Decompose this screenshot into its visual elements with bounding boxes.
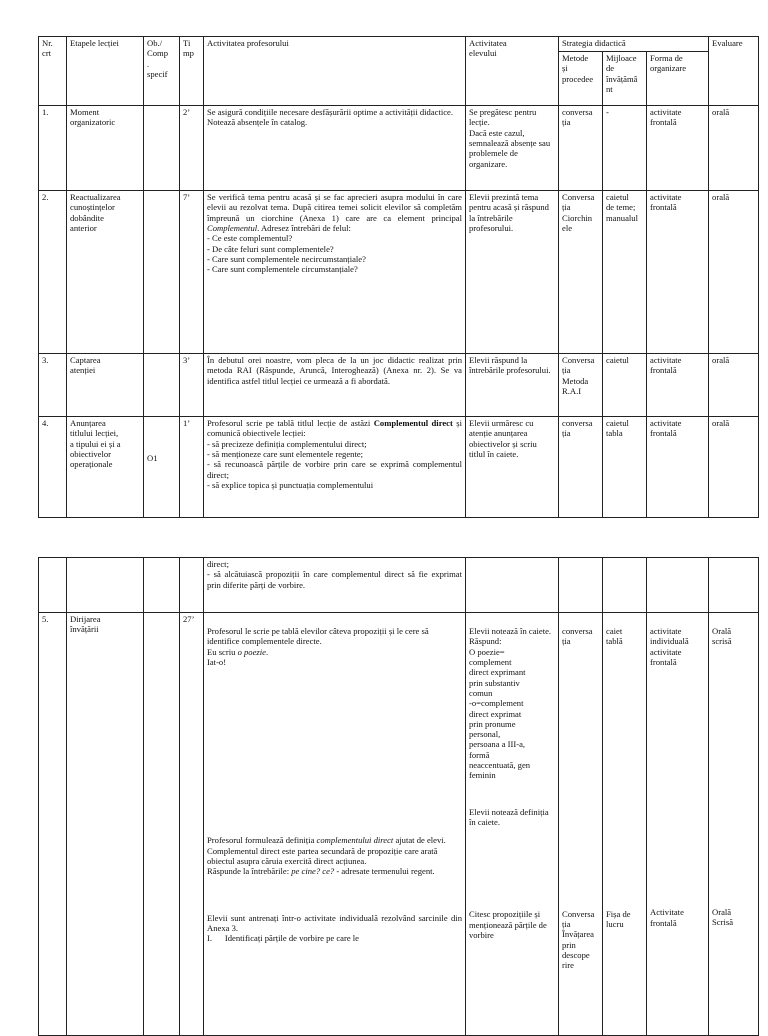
prof-cont-1: direct;: [207, 559, 229, 569]
table-row: [39, 106, 759, 191]
row-prof: În debutul orei noastre, vom pleca de la un joc didactic realizat prin metoda RAI (Răspunde, Aruncă, Interoghează) (Anexa nr. 2). Se va identifica astfel titlul lecției ce urmează a fi abordată.: [204, 354, 466, 417]
prof-b-resp-ital: pe cine? ce?: [291, 866, 335, 877]
row-forma: activitate frontală: [647, 354, 709, 417]
prof-cont-2: - să alcătuiască propoziții în care complementul direct să fie exprimat prin diferite părți de vorbire.: [207, 569, 462, 590]
row-mijloace: -: [603, 106, 647, 191]
header-nr: Nr. crt: [39, 37, 67, 106]
lesson-plan-table-page-1: [38, 36, 759, 518]
row-ob: [144, 106, 180, 191]
row-metode: Conversa ția Metoda R.A.I: [559, 354, 603, 417]
prof-b-ital: complementului direct: [316, 835, 394, 846]
prof-c: Elevii sunt antrenați într-o activitate individuală rezolvând sarcinile din Anexa 3.: [207, 912, 462, 933]
header-row: [39, 37, 759, 52]
header-prof: Activitatea profesorului: [204, 37, 466, 106]
eval-a: Orală scrisă: [712, 626, 732, 647]
prof-question: - Care sunt complementele necircumstanțiale?: [207, 253, 366, 264]
table-row: [39, 354, 759, 417]
row-metode: conversa ția: [559, 106, 603, 191]
row-timp: 3’: [180, 354, 204, 417]
prof-bold: Complementul direct: [373, 418, 453, 428]
row-eval: orală: [709, 417, 759, 518]
prof-after: . Adresez întrebări de felul:: [257, 222, 351, 233]
prof-question: - Care sunt complementele circumstanțiale?: [207, 264, 358, 275]
prof-pre: Profesorul scrie pe tablă titlul lecție de astăzi: [207, 418, 371, 428]
prof-objective: - să recunoască părțile de vorbire prin care se exprimă complementul direct;: [207, 459, 462, 480]
table-row: [39, 417, 759, 518]
prof-italic: Complementul: [207, 222, 258, 233]
prof-b-resp-pre: Răspunde la întrebările:: [207, 866, 290, 877]
row-nr: 2.: [39, 191, 67, 354]
lesson-plan-table-page-2: [38, 557, 759, 1036]
row-forma: activitate frontală: [647, 106, 709, 191]
row-mijloace: caietul: [603, 354, 647, 417]
row-mijloace: caietul de teme; manualul: [603, 191, 647, 354]
row-elev: Elevii răspund la întrebările profesorului.: [466, 354, 559, 417]
row-ob: [144, 354, 180, 417]
eval-b: Orală Scrisă: [712, 906, 734, 927]
row-elev: [466, 613, 559, 1036]
header-mijloace: Mijloace de învățămâ nt: [603, 52, 647, 106]
row-nr: 3.: [39, 354, 67, 417]
prof-a-poezie: o poezie: [237, 646, 266, 657]
row-prof: [204, 417, 466, 518]
prof-question: - De câte feluri sunt complementele?: [207, 243, 334, 254]
prof-post: și comunică obiectivele lecției:: [207, 418, 463, 439]
elev-b: Elevii notează definiția în caiete.: [469, 806, 549, 827]
prof-a-eu: Eu scriu: [207, 646, 236, 657]
metode-a: conversa ția: [562, 626, 593, 647]
row-eval: orală: [709, 106, 759, 191]
row-etapa: Reactualizarea cunoștințelor dobândite anterior: [67, 191, 144, 354]
row-eval: [709, 613, 759, 1036]
header-forma: Forma de organizare: [647, 52, 709, 106]
row-etapa: Anunțarea titlului lecției, a tipului ei și a obiectivelor operaționale: [67, 417, 144, 518]
row-timp: 1’: [180, 417, 204, 518]
prof-b-post: ajutat de elevi.: [395, 835, 446, 846]
prof-b-resp-post: - adresate termenului regent.: [336, 866, 435, 877]
row-metode: [559, 613, 603, 1036]
row-forma: activitate frontală: [647, 191, 709, 354]
row-prof: [204, 191, 466, 354]
metode-b: Conversa ția Învățarea prin descope rire: [562, 908, 595, 971]
prof-a-iat: Iat-o!: [207, 656, 227, 667]
table-row: [39, 558, 759, 613]
row-etapa: Dirijarea învățării: [67, 613, 144, 1036]
row-ob: O1: [144, 417, 180, 518]
header-timp: Ti mp: [180, 37, 204, 106]
header-elev: Activitatea elevului: [466, 37, 559, 106]
prof-intro: Se verifică tema pentru acasă și se fac aprecieri asupra modului în care elevii au rezolvat tema. După citirea temei solicit elevilor să completăm împreună un ciorchine (Anexa 1) care are ca element principal: [207, 192, 462, 223]
row-etapa: Captarea atenției: [67, 354, 144, 417]
header-ob: Ob./ Comp . specif: [144, 37, 180, 106]
row-nr: 4.: [39, 417, 67, 518]
prof-c-item: I. Identificați părțile de vorbire pe care le: [207, 933, 359, 944]
prof-objective: - să explice topica și punctuația complementului: [207, 479, 374, 490]
header-metode: Metode și procedee: [559, 52, 603, 106]
row-eval: orală: [709, 191, 759, 354]
row-mijloace: caietul tabla: [603, 417, 647, 518]
row-elev: Se pregătesc pentru lecție. Dacă este cazul, semnalează absențe sau problemele de organizare.: [466, 106, 559, 191]
row-timp: 7’: [180, 191, 204, 354]
row-timp: 27’: [180, 613, 204, 1036]
row-mijloace: [603, 613, 647, 1036]
table-row: [39, 613, 759, 1036]
row-prof: Se asigură condițiile necesare desfășurării optime a activității didactice. Notează absențele în catalog.: [204, 106, 466, 191]
forma-a: activitate individuală activitate frontală: [650, 626, 689, 667]
row-forma: activitate frontală: [647, 417, 709, 518]
prof-objective: - să menționeze care sunt elementele regente;: [207, 448, 364, 459]
prof-b-def: Complementul direct este partea secundară de propoziție care arată obiectul asupra căruia exercită direct acțiunea.: [207, 845, 438, 866]
row-forma: [647, 613, 709, 1036]
row-elev: Elevii prezintă tema pentru acasă și răspund la întrebările profesorului.: [466, 191, 559, 354]
row-etapa: Moment organizatoric: [67, 106, 144, 191]
row-prof: Profesorul le scrie pe tablă elevilor câteva propoziții și le cere să identifice complementele directe. Eu scriu o poezie. Iat-o! Profesorul formulează definiția complementului direct ajutat de elevi. Complementul direct este partea secundară de propoziție care arată obiectul asupra căruia exercită direct acțiunea. Răspunde la întrebările: pe cine? ce? - adresate termenului regent. Elevii sunt antrenați într-o activitate individuală rezolvând sarcinile din Anexa 3. I. Identificați părțile de vorbire pe care le: [204, 613, 466, 1036]
elev-c: Citesc propozițiile și menționează părțile de vorbire: [469, 909, 547, 940]
header-etape: Etapele lecției: [67, 37, 144, 106]
prof-objective: - să precizeze definiția complementului direct;: [207, 438, 367, 449]
header-strategie: Strategia didactică: [559, 37, 709, 52]
mijloace-a: caiet tablă: [606, 626, 623, 647]
row-elev: Elevii urmăresc cu atenție anunțarea obiectivelor și scriu titlul în caiete.: [466, 417, 559, 518]
row-timp: 2’: [180, 106, 204, 191]
row-metode: conversa ția: [559, 417, 603, 518]
header-eval: Evaluare: [709, 37, 759, 106]
mijloace-b: Fișa de lucru: [606, 908, 631, 929]
row-metode: Conversa ția Ciorchin ele: [559, 191, 603, 354]
table-row: [39, 191, 759, 354]
prof-b-pre: Profesorul formulează definiția: [207, 835, 315, 846]
row-nr: 1.: [39, 106, 67, 191]
prof-question: - Ce este complementul?: [207, 233, 293, 244]
prof-a: Profesorul le scrie pe tablă elevilor câteva propoziții și le cere să identifice complementele directe.: [207, 626, 429, 647]
row-nr: 5.: [39, 613, 67, 1036]
row-eval: orală: [709, 354, 759, 417]
forma-b: Activitate frontală: [650, 907, 684, 928]
elev-a: Elevii notează în caiete. Răspund: O poezie= complement direct exprimant prin substantiv comun -o=complement direct exprimat prin pronume personal, persoana a III-a, formă neaccentuată, gen feminin: [469, 626, 552, 781]
row-ob: [144, 191, 180, 354]
row-prof: [204, 558, 466, 613]
